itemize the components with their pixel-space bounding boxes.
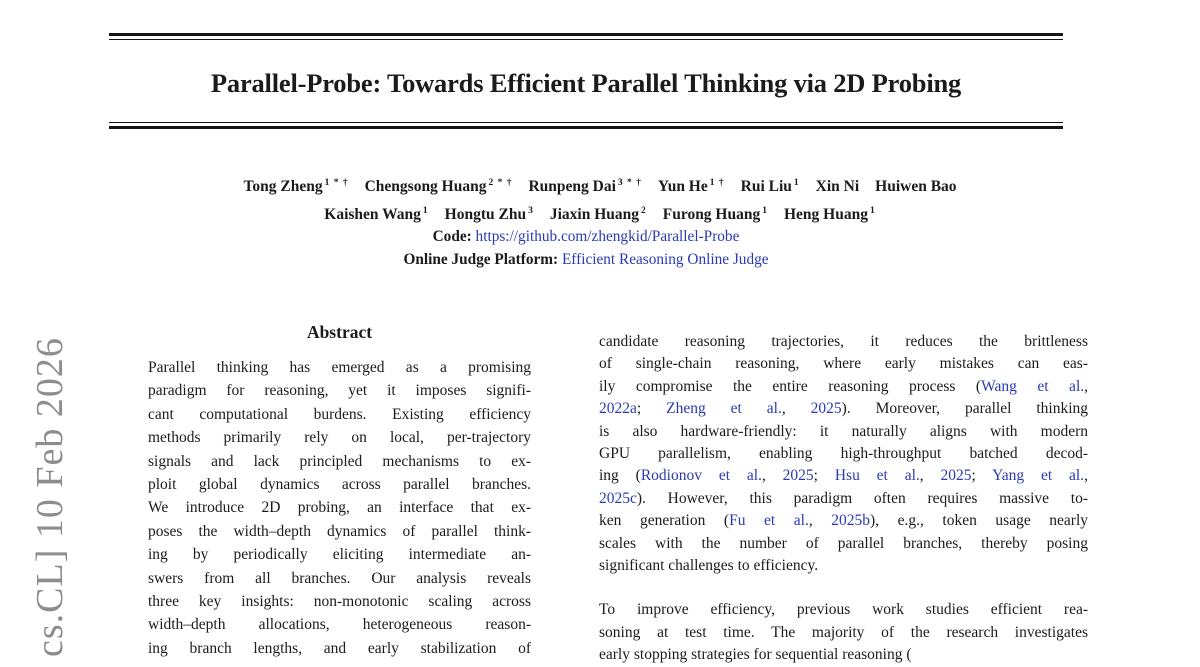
abstract-line: ing by periodically eliciting intermediate an- [148,546,531,564]
paragraph [599,599,1088,666]
author-name: Hongtu Zhu $^3$ [444,206,534,224]
text-line: 2022a; Zheng et al., 2025). Moreover, parallel thinking [599,400,1089,418]
author-affiliation-sup: 1 * † [324,178,349,188]
text-line: ken generation (Fu et al., 2025b), e.g., token usage nearly [599,512,1088,530]
judge-platform-link[interactable]: Efficient Reasoning Online Judge [561,251,769,268]
abstract-line: cant computational burdens. Existing efficiency [148,405,531,423]
abstract-line: ing branch lengths, and early stabilization of [148,639,531,657]
citation-link[interactable]: Yang et al. [992,467,1085,485]
citation-link[interactable]: 2025b [831,512,871,530]
text-line: of single-chain reasoning, where early mistakes can eas- [599,355,1088,373]
author-block [60,171,1140,227]
author-affiliation-sup: 1 [793,178,800,188]
text-line: early stopping strategies for sequential reasoning ( [599,646,912,664]
code-label: Code: [432,228,472,245]
text-line: soning at test time. The majority of the research investigates [599,623,1088,641]
abstract-heading: Abstract [306,322,373,342]
citation-link[interactable]: Fu et al. [729,512,809,530]
arxiv-stamp: cs.CL] 10 Feb 2026 [29,337,71,657]
code-line [109,227,1063,246]
citation-link[interactable]: 2025 [940,467,972,485]
author-name: Rui Liu $^1$ [740,178,800,196]
paragraph [599,331,1088,577]
authors-line-2 [60,199,1140,227]
author-affiliation-sup: 1 [762,206,768,217]
author-affiliation-sup: 3 * † [617,178,642,188]
citation-link[interactable]: Hsu et al. [834,467,920,485]
top-rule [109,33,1063,40]
author-name: Huiwen Bao [875,178,957,196]
text-line: scales with the number of parallel branches, thereby posing [599,534,1088,552]
author-affiliation-sup: 1 [422,206,429,217]
author-affiliation-sup: 1 [869,206,876,217]
abstract-line: width–depth allocations, heterogeneous reason- [148,616,531,634]
citation-link[interactable]: 2025 [782,467,814,485]
author-affiliation-sup: 1 † [709,178,725,188]
author-name: Tong Zheng $^{1 * \dagger}$ [243,178,349,196]
authors-line-1 [60,171,1140,199]
abstract-line: poses the width–depth dynamics of parallel think- [148,522,531,540]
text-line: is also hardware-friendly: it naturally aligns with modern [599,422,1088,440]
citation-link[interactable]: 2025c [599,489,637,507]
text-line: ily compromise the entire reasoning process (Wang et al., [599,377,1088,395]
text-line: GPU parallelism, enabling high-throughput batched decod- [599,445,1088,463]
title-rule [109,122,1063,129]
author-name: Runpeng Dai $^{3 * \dagger}$ [528,178,642,196]
author-affiliation-sup: 3 [528,206,534,217]
citation-link[interactable]: Wang et al. [981,377,1085,395]
author-affiliation-sup: 2 [641,206,647,217]
text-line: To improve efficiency, previous work studies efficient rea- [599,601,1088,619]
judge-label: Online Judge Platform: [403,251,559,268]
right-column [599,331,1088,667]
abstract-line: signals and lack principled mechanisms to ex- [148,452,531,470]
citation-link[interactable]: 2022a [599,400,637,418]
abstract-body [148,356,531,660]
abstract-line: We introduce 2D probing, an interface that ex- [148,499,531,517]
author-name: Xin Ni [815,178,860,196]
text-line: candidate reasoning trajectories, it reduces the brittleness [599,333,1088,350]
author-name: Jiaxin Huang $^2$ [549,206,647,224]
abstract-line: methods primarily rely on local, per-trajectory [148,429,531,447]
paper-title: Parallel-Probe: Towards Efficient Parallel Thinking via 2D Probing [210,68,962,98]
author-name: Furong Huang $^1$ [662,206,768,224]
abstract-line: three key insights: non-monotonic scaling across [148,593,531,611]
abstract-line: swers from all branches. Our analysis reveals [148,569,531,587]
abstract-line: ploit global dynamics across parallel branches. [148,476,531,494]
judge-line [109,250,1063,269]
text-line: significant challenges to efficiency. [599,557,819,575]
author-name: Yun He $^{1 \dagger}$ [657,178,725,196]
citation-link[interactable]: Rodionov et al. [640,467,762,485]
citation-link[interactable]: 2025 [810,400,842,418]
author-name: Chengsong Huang $^{2 * \dagger}$ [364,178,513,196]
text-line: ing (Rodionov et al., 2025; Hsu et al., 2025; Yang et al., [599,467,1088,485]
author-affiliation-sup: 2 * † [488,178,513,188]
abstract-line: paradigm for reasoning, yet it imposes signifi- [148,382,531,400]
author-name: Kaishen Wang $^1$ [324,206,429,224]
code-repo-link[interactable]: https://github.com/zhengkid/Parallel-Probe [475,228,740,245]
text-line: 2025c). However, this paradigm often requires massive to- [599,489,1088,507]
abstract-line: Parallel thinking has emerged as a promising [148,359,531,376]
citation-link[interactable]: Zheng et al. [666,400,782,418]
author-name: Heng Huang $^1$ [783,206,876,224]
